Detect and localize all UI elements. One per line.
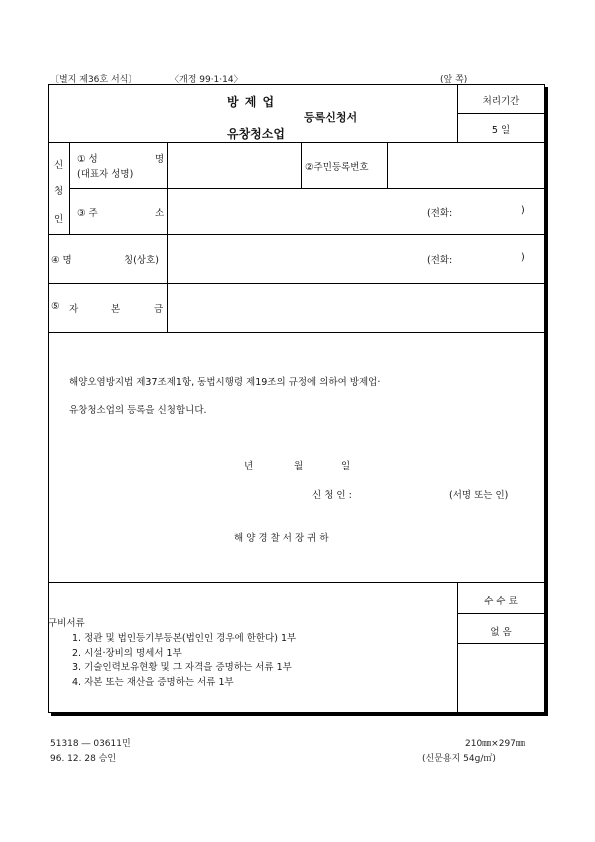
application-form [48, 84, 545, 713]
date-month-label: 월 [294, 461, 304, 472]
processing-period-label: 처리기간 [482, 96, 520, 107]
required-doc-item-2: 2. 시설·장비의 명세서 1부 [72, 648, 182, 659]
company-name-label: ④ 명 [51, 255, 72, 266]
name-field[interactable] [168, 143, 300, 187]
capital-label-char-3: 금 [154, 304, 164, 315]
resident-number-field[interactable] [388, 143, 545, 187]
address-phone-close: ) [521, 205, 525, 216]
application-statement-line-1: 해양오염방지법 제37조제1항, 동법시행령 제19조의 규정에 의하여 방제업· [69, 377, 381, 388]
title-line-1: 방 제 업 [227, 95, 276, 109]
form-number: 〔별지 제36호 서식〕 [50, 75, 138, 85]
capital-bottom-line [49, 332, 545, 333]
name-field-divider [301, 142, 302, 188]
company-phone-label: (전화: [427, 255, 453, 266]
address-field[interactable] [168, 189, 545, 233]
required-doc-item-4: 4. 자본 또는 재산을 증명하는 서류 1부 [72, 677, 234, 688]
title-line-2: 유창청소업 [227, 127, 285, 141]
page-side-label: (앞 쪽) [440, 75, 468, 85]
address-label-end: 소 [155, 208, 165, 219]
processing-divider [457, 113, 545, 114]
applicant-label-char-1: 신 [54, 160, 64, 171]
company-name-label-end: 칭(상호) [124, 255, 159, 266]
frame-shadow-bottom [51, 713, 548, 716]
title-suffix: 등록신청서 [304, 111, 358, 124]
fee-mid-line [457, 613, 545, 614]
addressee: 해 양 경 찰 서 장 귀 하 [234, 533, 329, 544]
capital-field[interactable] [168, 284, 545, 331]
date-year-label: 년 [244, 461, 254, 472]
resident-number-label: ②주민등록번호 [305, 162, 369, 173]
required-doc-item-1: 1. 정관 및 법인등기부등본(법인인 경우에 한한다) 1부 [72, 633, 297, 644]
paper-type: (신문용지 54g/㎡) [422, 754, 496, 764]
approval-number: 51318 ― 03611민 [50, 739, 131, 749]
frame-shadow-right [545, 87, 548, 716]
paper-size: 210㎜×297㎜ [465, 739, 525, 749]
name-label: ① 성 [77, 154, 98, 165]
representative-name-label: (대표자 성명) [77, 169, 134, 180]
date-day-label: 일 [341, 461, 351, 472]
fee-label: 수 수 료 [484, 596, 518, 607]
required-docs-title: 구비서류 [48, 618, 85, 629]
company-name-field[interactable] [168, 235, 545, 282]
applicant-signature-field[interactable] [369, 483, 449, 501]
address-label: ③ 주 [77, 208, 98, 219]
capital-label-num: ⑤ [51, 301, 60, 312]
applicant-label-char-3: 인 [54, 214, 64, 225]
signature-note: (서명 또는 인) [449, 490, 509, 501]
application-statement-line-2: 유창청소업의 등록을 신청합니다. [69, 405, 207, 416]
applicant-signature-label: 신 청 인 : [312, 490, 352, 501]
company-phone-close: ) [521, 252, 525, 263]
address-phone-label: (전화: [427, 208, 453, 219]
processing-period-value: 5 일 [491, 125, 511, 136]
docs-top-line [49, 582, 545, 583]
fee-bottom-line [457, 643, 545, 644]
capital-label-char-1: 자 [69, 304, 79, 315]
approval-date: 96. 12. 28 승인 [50, 754, 117, 764]
fee-value: 없 음 [490, 627, 512, 638]
name-label-end: 명 [155, 154, 165, 165]
capital-label-char-2: 본 [111, 304, 121, 315]
required-doc-item-3: 3. 기술인력보유현황 및 그 자격을 증명하는 서류 1부 [72, 662, 292, 673]
applicant-label-char-2: 청 [54, 186, 64, 197]
revision-note: 〈개정 99·1·14〉 [170, 75, 243, 85]
